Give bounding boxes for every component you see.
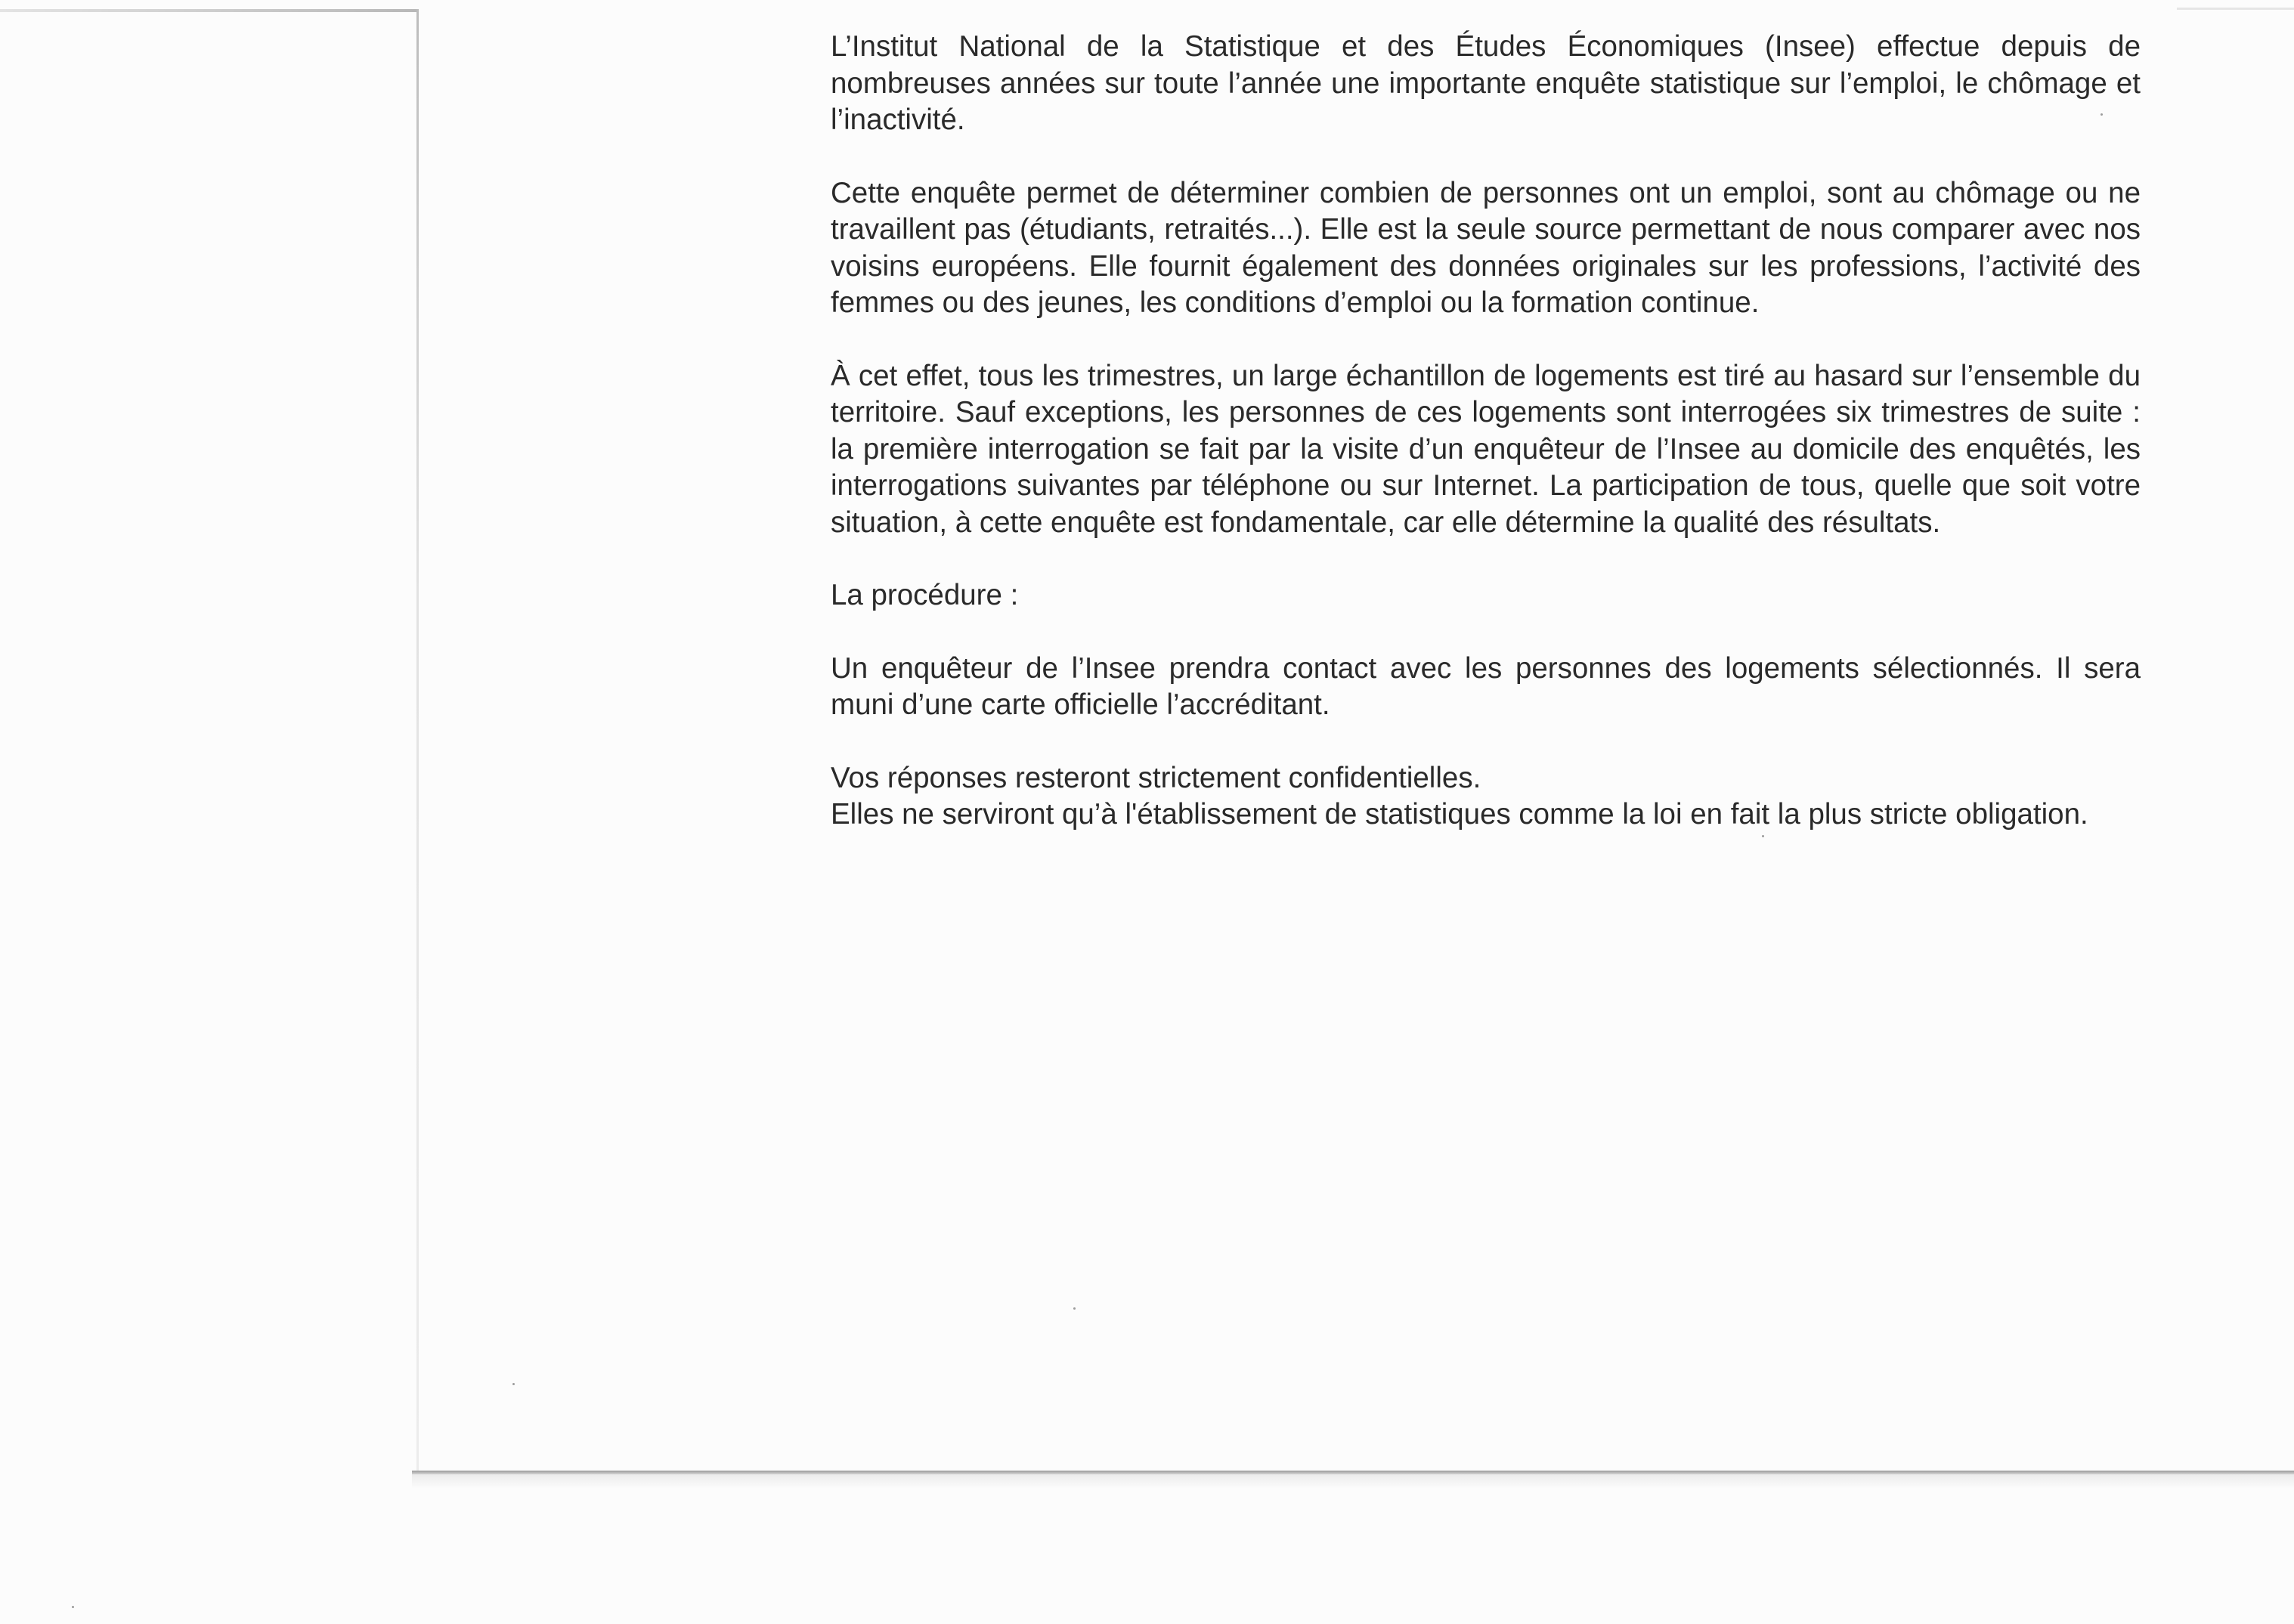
scan-speck [72,1606,74,1608]
paper-edge-top-right [2177,8,2294,10]
paragraph-method: À cet effet, tous les trimestres, un large échantillon de logements est tiré au hasard sur l’ensemble du territoire. Sauf exceptions, les personnes de ces logements sont interrogées six trimestres de suite : la première interrogation se fait par la visite d’un enquêteur de l’Insee au domicile des enquêtés, les interrogations suivantes par téléphone ou sur Internet. La participation de tous, quelle que soit votre situation, à cette enquête est fondamentale, car elle détermine la qualité des résultats. [831,359,2141,539]
scan-speck [512,1383,515,1385]
paragraph-intro: L’Institut National de la Statistique et des Études Économiques (Insee) effectue depuis de nombreuses années sur toute l’année une importante enquête statistique sur l’emploi, le chômage et l’inactivité. [831,30,2141,136]
paragraph-statistics-use: Elles ne serviront qu’à l'établissement de statistiques comme la loi en fait la plus stricte obligation. [831,798,2088,831]
paragraph-procedure-heading: La procédure : [831,579,1019,611]
paragraph-confidentiality: Vos réponses resteront strictement confidentielles. [831,761,1481,794]
paragraph-purpose: Cette enquête permet de déterminer combien de personnes ont un emploi, sont au chômage ou ne travaillent pas (étudiants, retraités...). Elle est la seule source permettant de nous comparer avec nos voisins européens. Elle fournit également des données originales sur les professions, l’activité des femmes ou des jeunes, les conditions d’emploi ou la formation continue. [831,176,2141,319]
paper-edge-shadow [412,1474,2294,1488]
scan-speck [1073,1307,1076,1310]
paragraph-interviewer: Un enquêteur de l’Insee prendra contact avec les personnes des logements sélectionnés. Il sera muni d’une carte officielle l’accréditant. [831,651,2141,721]
document-body [831,29,2141,870]
paper-edge-top [0,9,418,12]
paper-edge-left [416,9,419,1471]
